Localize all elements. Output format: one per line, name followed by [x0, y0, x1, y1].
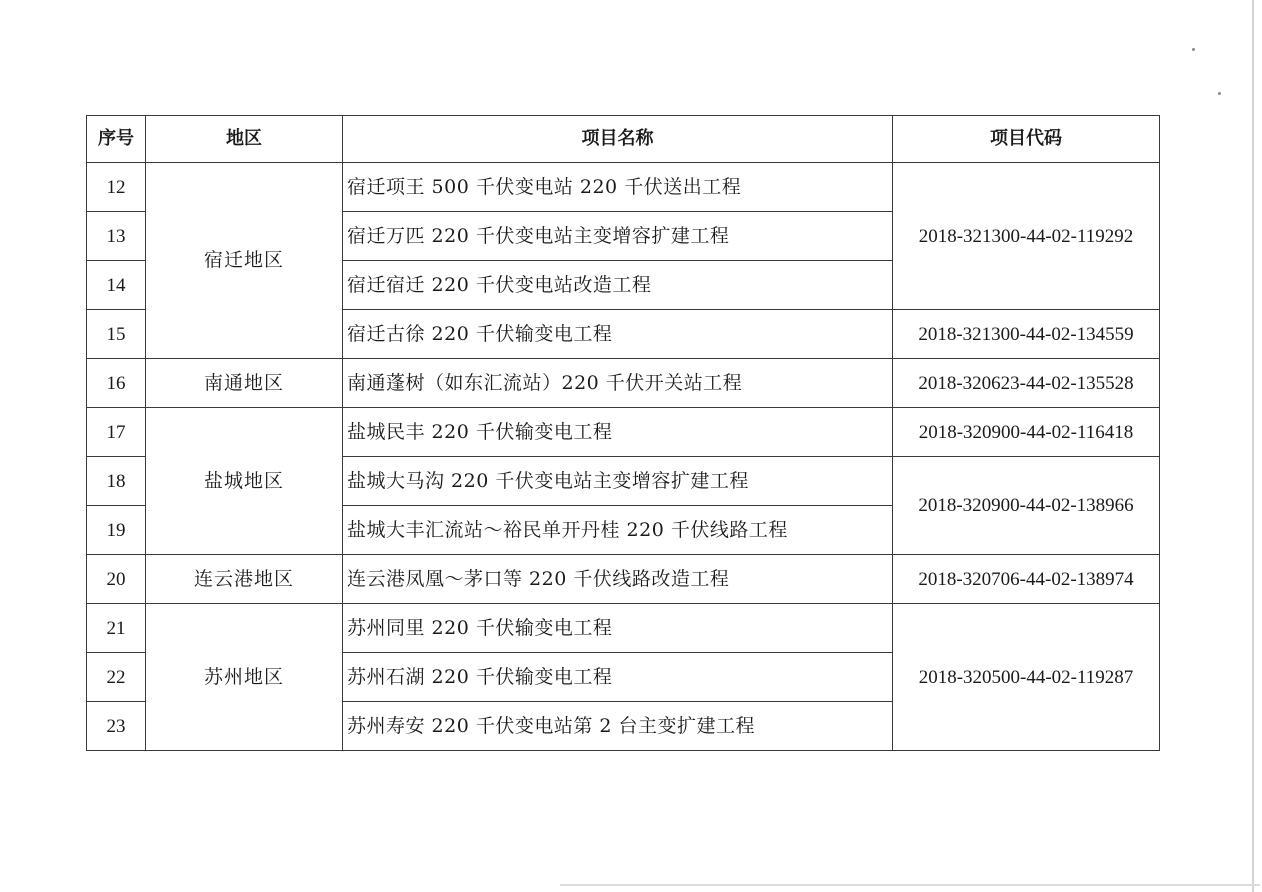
project-code: 2018-321300-44-02-134559: [893, 310, 1160, 359]
project-code: 2018-320900-44-02-116418: [893, 408, 1160, 457]
project-code: 2018-320900-44-02-138966: [893, 457, 1160, 555]
project-name: 苏州寿安 220 千伏变电站第 2 台主变扩建工程: [343, 702, 893, 751]
project-table: [86, 115, 1160, 751]
table-row: [87, 408, 1160, 457]
project-name: 宿迁古徐 220 千伏输变电工程: [343, 310, 893, 359]
row-number: 20: [87, 555, 146, 604]
project-name: 南通蓬树（如东汇流站）220 千伏开关站工程: [343, 359, 893, 408]
region-cell: 南通地区: [146, 359, 343, 408]
region-cell: 宿迁地区: [146, 163, 343, 359]
header-region: 地区: [146, 116, 343, 163]
row-number: 17: [87, 408, 146, 457]
scan-speck: [1218, 92, 1221, 95]
row-number: 15: [87, 310, 146, 359]
project-code: 2018-320623-44-02-135528: [893, 359, 1160, 408]
row-number: 21: [87, 604, 146, 653]
project-name: 盐城民丰 220 千伏输变电工程: [343, 408, 893, 457]
row-number: 22: [87, 653, 146, 702]
table-header-row: [87, 116, 1160, 163]
project-name: 苏州石湖 220 千伏输变电工程: [343, 653, 893, 702]
project-name: 连云港凤凰～茅口等 220 千伏线路改造工程: [343, 555, 893, 604]
region-cell: 盐城地区: [146, 408, 343, 555]
table-row: [87, 359, 1160, 408]
row-number: 16: [87, 359, 146, 408]
project-name: 盐城大马沟 220 千伏变电站主变增容扩建工程: [343, 457, 893, 506]
table-row: [87, 163, 1160, 212]
header-project-code: 项目代码: [893, 116, 1160, 163]
project-code: 2018-320706-44-02-138974: [893, 555, 1160, 604]
project-name: 宿迁万匹 220 千伏变电站主变增容扩建工程: [343, 212, 893, 261]
region-cell: 苏州地区: [146, 604, 343, 751]
scan-speck: [1192, 48, 1195, 51]
project-code: 2018-320500-44-02-119287: [893, 604, 1160, 751]
table-row: [87, 555, 1160, 604]
project-name: 宿迁项王 500 千伏变电站 220 千伏送出工程: [343, 163, 893, 212]
page-edge-right: [1252, 0, 1254, 892]
row-number: 12: [87, 163, 146, 212]
region-cell: 连云港地区: [146, 555, 343, 604]
project-name: 苏州同里 220 千伏输变电工程: [343, 604, 893, 653]
project-name: 盐城大丰汇流站～裕民单开丹桂 220 千伏线路工程: [343, 506, 893, 555]
header-project-name: 项目名称: [343, 116, 893, 163]
row-number: 14: [87, 261, 146, 310]
row-number: 23: [87, 702, 146, 751]
project-name: 宿迁宿迁 220 千伏变电站改造工程: [343, 261, 893, 310]
header-serial-number: 序号: [87, 116, 146, 163]
table-row: [87, 604, 1160, 653]
row-number: 18: [87, 457, 146, 506]
row-number: 13: [87, 212, 146, 261]
row-number: 19: [87, 506, 146, 555]
project-code: 2018-321300-44-02-119292: [893, 163, 1160, 310]
page-edge-bottom: [560, 884, 1260, 886]
